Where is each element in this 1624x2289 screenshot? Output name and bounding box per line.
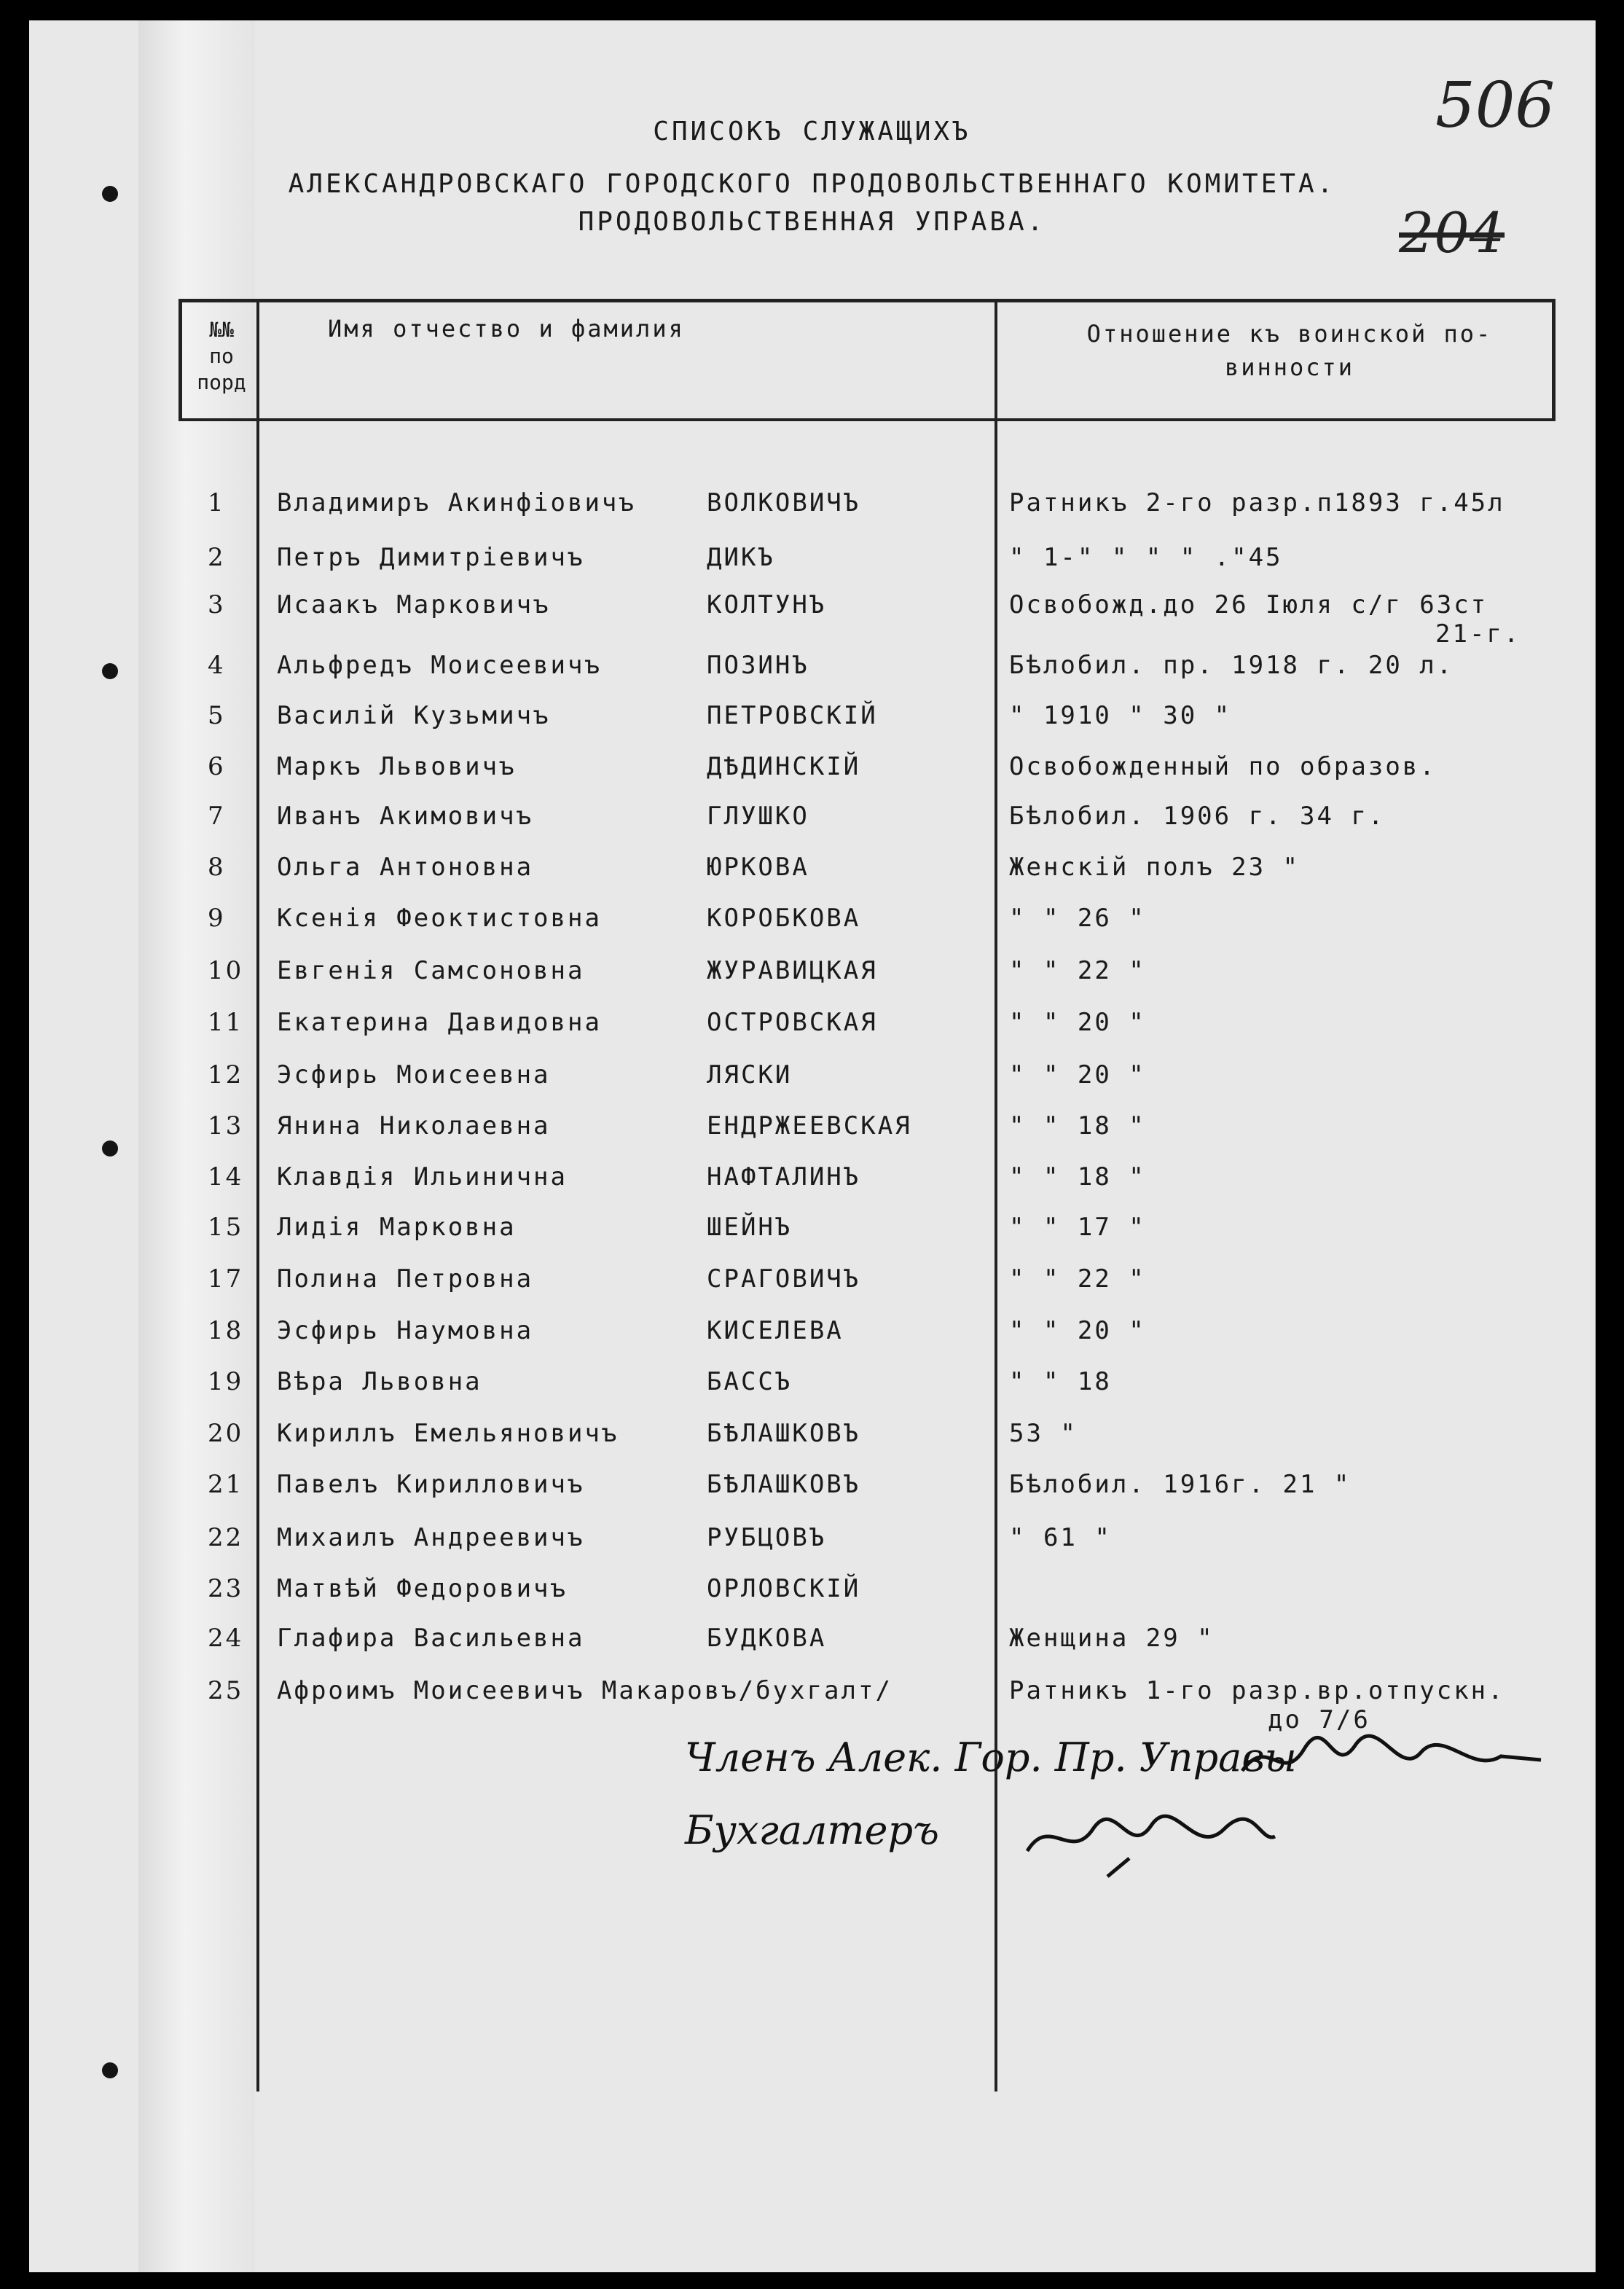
employee-name: Глафира Васильевна bbox=[277, 1624, 585, 1653]
binding-hole bbox=[102, 1140, 118, 1157]
header-num-line: порд bbox=[197, 370, 246, 394]
military-status: " " 17 " bbox=[1009, 1213, 1146, 1242]
military-status: Бѣлобил. пр. 1918 г. 20 л. bbox=[1009, 651, 1454, 680]
committee-name: АЛЕКСАНДРОВСКАГО ГОРОДСКОГО ПРОДОВОЛЬСТВЕННАГО КОМИТЕТА. bbox=[288, 169, 1336, 199]
military-status-cont: 21-г. bbox=[1435, 619, 1521, 649]
military-status: " 1-" " " " ."45 bbox=[1009, 543, 1283, 572]
military-status: " 1910 " 30 " bbox=[1009, 701, 1232, 730]
employee-name: Владимиръ Акинфiовичъ bbox=[277, 488, 636, 517]
employee-surname: РУБЦОВЪ bbox=[707, 1523, 827, 1552]
military-status: Бѣлобил. 1916г. 21 " bbox=[1009, 1470, 1352, 1499]
signature-line-accountant: Бухгалтеръ bbox=[685, 1807, 940, 1853]
row-number: 13 bbox=[208, 1111, 244, 1140]
employee-name: Екатерина Давидовна bbox=[277, 1008, 602, 1037]
employee-surname: СРАГОВИЧЪ bbox=[707, 1264, 861, 1294]
military-status: Освобожд.до 26 Iюля с/г 63ст bbox=[1009, 590, 1488, 619]
archive-old-number: 204 bbox=[1399, 200, 1505, 265]
row-number: 17 bbox=[208, 1264, 244, 1294]
employee-surname: ГЛУШКО bbox=[707, 802, 809, 831]
signature-line-member: Членъ Алек. Гор. Пр. Управы bbox=[685, 1734, 1297, 1780]
binding-hole bbox=[102, 2062, 118, 2078]
handwritten-signature bbox=[1239, 1727, 1545, 1793]
num-column-divider bbox=[256, 299, 259, 2092]
row-number: 18 bbox=[208, 1316, 244, 1345]
employee-surname: БѢЛАШКОВЪ bbox=[707, 1419, 861, 1448]
header-status-line: винности bbox=[1224, 353, 1355, 381]
binding-hole bbox=[102, 663, 118, 679]
employee-name: Кириллъ Емельяновичъ bbox=[277, 1419, 619, 1448]
employee-name: Клавдiя Ильинична bbox=[277, 1162, 568, 1192]
military-status: Ратникъ 1-го разр.вр.отпускн. bbox=[1009, 1676, 1505, 1705]
employee-name: Янина Николаевна bbox=[277, 1111, 551, 1140]
military-status: " " 22 " bbox=[1009, 1264, 1146, 1294]
signature-accountant bbox=[1020, 1800, 1282, 1890]
employee-surname: ПЕТРОВСКIЙ bbox=[707, 701, 878, 730]
row-number: 24 bbox=[208, 1624, 244, 1653]
row-number: 3 bbox=[208, 590, 226, 619]
row-number: 4 bbox=[208, 651, 226, 680]
military-status: Освобожденный по образов. bbox=[1009, 752, 1437, 781]
military-status: Женщина 29 " bbox=[1009, 1624, 1215, 1653]
employee-surname: ВОЛКОВИЧЪ bbox=[707, 488, 861, 517]
military-status: Бѣлобил. 1906 г. 34 г. bbox=[1009, 802, 1386, 831]
military-status: " " 22 " bbox=[1009, 956, 1146, 985]
employee-surname: ОРЛОВСКIЙ bbox=[707, 1574, 861, 1603]
employee-name: Евгенiя Самсоновна bbox=[277, 956, 585, 985]
row-number: 15 bbox=[208, 1213, 244, 1242]
document-title: СПИСОКЪ СЛУЖАЩИХЪ bbox=[653, 117, 971, 146]
header-name: Имя отчество и фамилия bbox=[328, 315, 685, 343]
employee-name: Исаакъ Марковичъ bbox=[277, 590, 551, 619]
military-status: " " 18 " bbox=[1009, 1162, 1146, 1192]
row-number: 6 bbox=[208, 752, 226, 781]
military-status: " 61 " bbox=[1009, 1523, 1112, 1552]
employee-surname: ЛЯСКИ bbox=[707, 1060, 793, 1089]
employee-name: Афроимъ Моисеевичъ Макаровъ/бухгалт/ bbox=[277, 1676, 893, 1705]
military-status: Ратникъ 2-го разр.п1893 г.45л bbox=[1009, 488, 1505, 517]
row-number: 21 bbox=[208, 1470, 244, 1499]
employee-surname: ОСТРОВСКАЯ bbox=[707, 1008, 878, 1037]
employee-surname: КИСЕЛЕВА bbox=[707, 1316, 844, 1345]
employee-name: Ольга Антоновна bbox=[277, 853, 534, 882]
row-number: 5 bbox=[208, 701, 226, 730]
row-number: 20 bbox=[208, 1419, 244, 1448]
employee-surname: КОЛТУНЪ bbox=[707, 590, 827, 619]
header-num-line: №№ bbox=[209, 318, 234, 342]
row-number: 19 bbox=[208, 1367, 244, 1396]
military-status: 53 " bbox=[1009, 1419, 1078, 1448]
row-number: 2 bbox=[208, 543, 226, 572]
employee-name: Альфредъ Моисеевичъ bbox=[277, 651, 602, 680]
employee-surname: ДѢДИНСКIЙ bbox=[707, 752, 861, 781]
employee-surname: НАФТАЛИНЪ bbox=[707, 1162, 861, 1192]
employee-surname: ЖУРАВИЦКАЯ bbox=[707, 956, 878, 985]
employee-surname: ДИКЪ bbox=[707, 543, 775, 572]
military-status: " " 18 bbox=[1009, 1367, 1112, 1396]
department-name: ПРОДОВОЛЬСТВЕННАЯ УПРАВА. bbox=[578, 207, 1046, 237]
employee-name: Петръ Димитрiевичъ bbox=[277, 543, 585, 572]
header-status-line: Отношение къ воинской по- bbox=[1086, 320, 1493, 348]
row-number: 10 bbox=[208, 956, 244, 985]
archive-page-number: 506 bbox=[1435, 69, 1556, 142]
employee-name: Василiй Кузьмичъ bbox=[277, 701, 551, 730]
employee-name: Павелъ Кирилловичъ bbox=[277, 1470, 585, 1499]
row-number: 25 bbox=[208, 1676, 244, 1705]
employee-name: Иванъ Акимовичъ bbox=[277, 802, 534, 831]
signature-member bbox=[1239, 1727, 1545, 1805]
employee-name: Вѣра Львовна bbox=[277, 1367, 482, 1396]
header-num-line: по bbox=[209, 344, 234, 368]
military-status: " " 20 " bbox=[1009, 1316, 1146, 1345]
employee-name: Лидiя Марковна bbox=[277, 1213, 517, 1242]
employee-surname: ЕНДРЖЕЕВСКАЯ bbox=[707, 1111, 912, 1140]
employee-name: Ксенiя Феоктистовна bbox=[277, 904, 602, 933]
military-status: " " 20 " bbox=[1009, 1060, 1146, 1089]
table-top-border bbox=[179, 299, 1556, 302]
table-left-border bbox=[179, 299, 182, 421]
row-number: 14 bbox=[208, 1162, 244, 1192]
row-number: 22 bbox=[208, 1523, 244, 1552]
employee-surname: ЮРКОВА bbox=[707, 853, 809, 882]
employee-name: Матвѣй Федоровичъ bbox=[277, 1574, 568, 1603]
employee-surname: БУДКОВА bbox=[707, 1624, 827, 1653]
employee-name: Эсфирь Наумовна bbox=[277, 1316, 534, 1345]
employee-surname: БАССЪ bbox=[707, 1367, 793, 1396]
employee-name: Маркъ Львовичъ bbox=[277, 752, 517, 781]
military-status: Женскiй полъ 23 " bbox=[1009, 853, 1300, 882]
row-number: 8 bbox=[208, 853, 226, 882]
table-right-border bbox=[1552, 299, 1556, 421]
row-number: 12 bbox=[208, 1060, 244, 1089]
header-num bbox=[191, 317, 252, 396]
employee-name: Эсфирь Моисеевна bbox=[277, 1060, 551, 1089]
military-status: " " 26 " bbox=[1009, 904, 1146, 933]
header-status bbox=[1042, 317, 1537, 384]
employee-surname: ШЕЙНЪ bbox=[707, 1213, 793, 1242]
row-number: 11 bbox=[208, 1008, 244, 1037]
employee-name: Михаилъ Андреевичъ bbox=[277, 1523, 585, 1552]
employee-surname: КОРОБКОВА bbox=[707, 904, 861, 933]
row-number: 23 bbox=[208, 1574, 244, 1603]
military-status: " " 18 " bbox=[1009, 1111, 1146, 1140]
table-header-border bbox=[179, 418, 1556, 421]
handwritten-signature bbox=[1020, 1800, 1282, 1880]
military-status-cont: до 7/6 bbox=[1268, 1705, 1370, 1734]
row-number: 9 bbox=[208, 904, 226, 933]
employee-surname: БѢЛАШКОВЪ bbox=[707, 1470, 861, 1499]
row-number: 1 bbox=[208, 488, 226, 517]
row-number: 7 bbox=[208, 802, 226, 831]
employee-name: Полина Петровна bbox=[277, 1264, 534, 1294]
employee-surname: ПОЗИНЪ bbox=[707, 651, 809, 680]
military-status: " " 20 " bbox=[1009, 1008, 1146, 1037]
status-column-divider bbox=[995, 299, 997, 2092]
